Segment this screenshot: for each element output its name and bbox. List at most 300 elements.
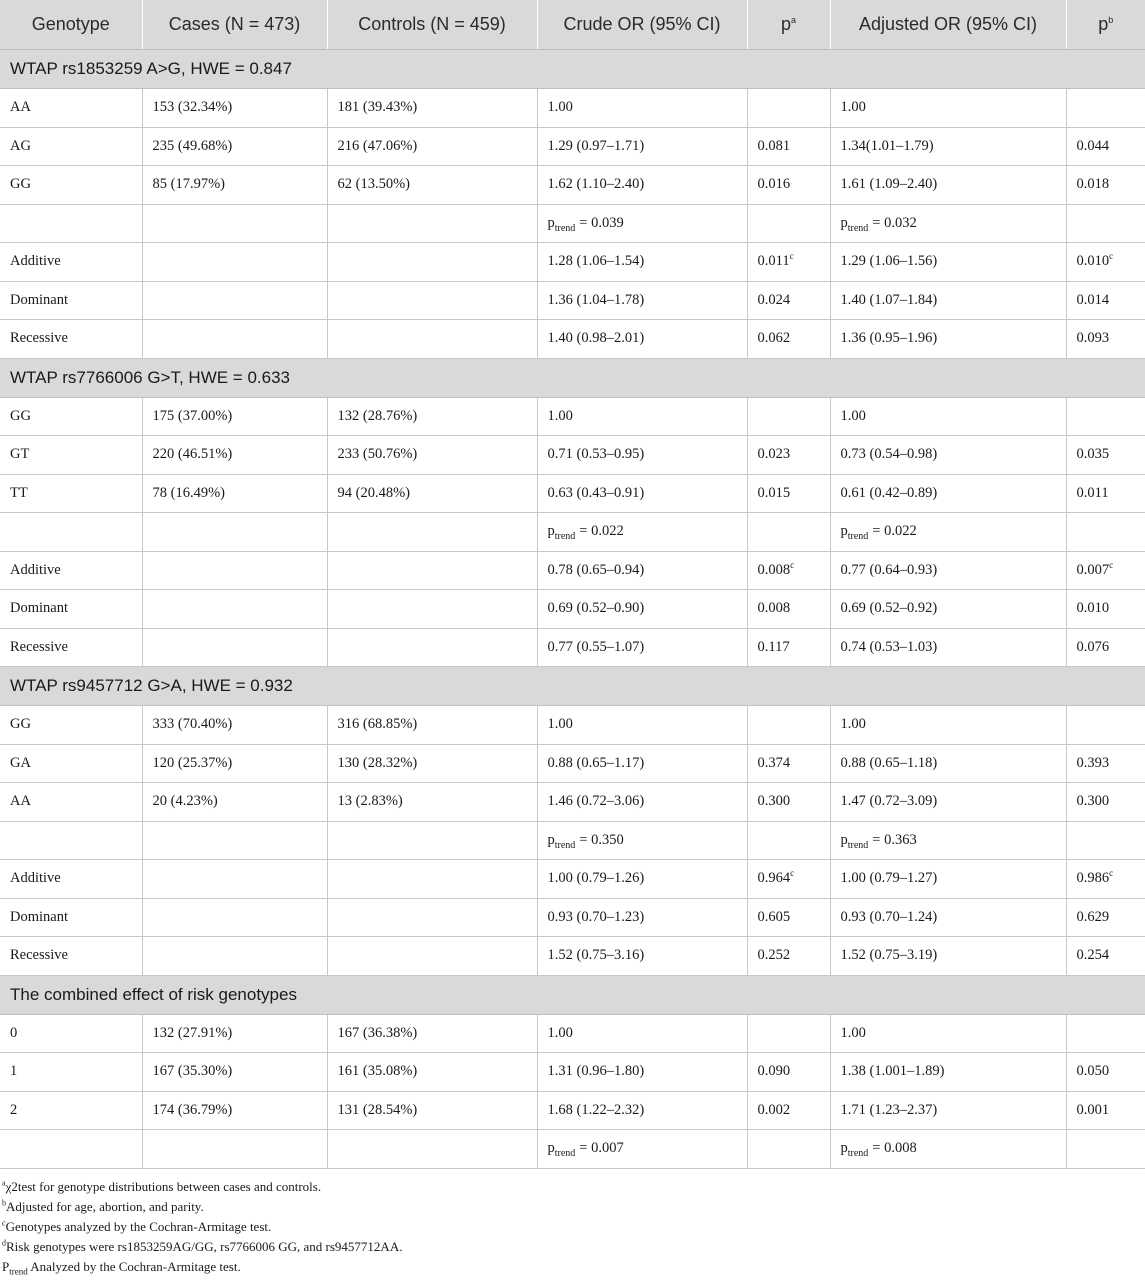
header-cases: Cases (N = 473) (142, 0, 327, 50)
table-body (0, 50, 1145, 1169)
header-crude-or: Crude OR (95% CI) (537, 0, 747, 50)
adjusted-or-cell: 1.61 (1.09–2.40) (830, 166, 1066, 205)
p-b-cell (1066, 243, 1145, 282)
table-row (0, 243, 1145, 282)
p-a-cell (747, 898, 830, 937)
header-p-b (1066, 0, 1145, 50)
p-a-cell (747, 551, 830, 590)
trend-p-label: p (840, 214, 848, 231)
adjusted-trend-cell (830, 821, 1066, 860)
footnote-text: Risk genotypes were rs1853259AG/GG, rs7766006 GG, and rs9457712AA. (6, 1238, 403, 1254)
trend-p-label: p (840, 523, 848, 540)
cases-cell (142, 628, 327, 667)
trend-sub-label: trend (554, 839, 576, 851)
trend-p-label: p (840, 831, 848, 848)
p-a-cell (747, 436, 830, 475)
trend-sub-label: trend (847, 222, 869, 234)
p-a-footnote: c (790, 559, 795, 570)
footnote-marker: c (2, 1218, 6, 1228)
trend-row (0, 821, 1145, 860)
trend-row (0, 204, 1145, 243)
trend-value: = 0.022 (579, 523, 624, 540)
p-b-cell (1066, 706, 1145, 745)
trend-sub-label: trend (847, 839, 869, 851)
footnotes (0, 1169, 1145, 1277)
adjusted-or-cell: 1.71 (1.23–2.37) (830, 1091, 1066, 1130)
cases-cell (142, 937, 327, 976)
controls-cell (327, 281, 537, 320)
trend-sub-label: trend (554, 1148, 576, 1160)
p-b-value: 0.011 (1076, 484, 1109, 501)
table-row (0, 628, 1145, 667)
controls-cell: 94 (20.48%) (327, 474, 537, 513)
p-b-cell (1066, 744, 1145, 783)
adjusted-or-cell: 1.00 (830, 1014, 1066, 1053)
trend-value: = 0.022 (872, 523, 917, 540)
p-b-cell (1066, 127, 1145, 166)
p-a-footnote: c (790, 868, 795, 879)
controls-cell (327, 1130, 537, 1169)
table-row (0, 474, 1145, 513)
adjusted-or-cell: 0.73 (0.54–0.98) (830, 436, 1066, 475)
table-row (0, 937, 1145, 976)
p-b-value: 0.018 (1076, 176, 1110, 193)
controls-cell (327, 898, 537, 937)
crude-or-cell: 1.36 (1.04–1.78) (537, 281, 747, 320)
p-a-cell (747, 166, 830, 205)
p-a-cell (747, 204, 830, 243)
crude-or-cell: 0.93 (0.70–1.23) (537, 898, 747, 937)
p-b-cell (1066, 551, 1145, 590)
genotype-cell: AA (0, 89, 142, 128)
cases-cell: 333 (70.40%) (142, 706, 327, 745)
genotype-cell: GG (0, 397, 142, 436)
footnote-marker: a (2, 1178, 6, 1188)
cases-cell (142, 204, 327, 243)
crude-trend-cell (537, 1130, 747, 1169)
controls-cell (327, 860, 537, 899)
trend-value: = 0.350 (579, 831, 624, 848)
adjusted-or-cell: 1.52 (0.75–3.19) (830, 937, 1066, 976)
p-a-footnote: c (789, 251, 794, 262)
adjusted-or-cell: 1.38 (1.001–1.89) (830, 1053, 1066, 1092)
table-row (0, 706, 1145, 745)
table-row (0, 1091, 1145, 1130)
cases-cell (142, 860, 327, 899)
genotype-cell: GG (0, 706, 142, 745)
cases-cell (142, 513, 327, 552)
cases-cell: 132 (27.91%) (142, 1014, 327, 1053)
controls-cell: 167 (36.38%) (327, 1014, 537, 1053)
p-b-footnote: c (1109, 868, 1114, 879)
p-a-value: 0.062 (757, 330, 791, 347)
cases-cell: 20 (4.23%) (142, 783, 327, 822)
footnote-text: Genotypes analyzed by the Cochran-Armitage test. (5, 1218, 272, 1234)
genotype-cell: Recessive (0, 937, 142, 976)
footnote-p: P (2, 1258, 10, 1274)
controls-cell (327, 628, 537, 667)
p-a-value: 0.015 (757, 484, 791, 501)
section-header-row (0, 667, 1145, 706)
p-a-value: 0.011 (757, 253, 790, 270)
p-b-cell (1066, 821, 1145, 860)
table-row (0, 551, 1145, 590)
p-b-value: 0.035 (1076, 446, 1110, 463)
p-a-value: 0.252 (757, 947, 791, 964)
p-a-value: 0.964 (757, 870, 791, 887)
table-row (0, 397, 1145, 436)
p-b-cell (1066, 937, 1145, 976)
table-row (0, 898, 1145, 937)
cases-cell: 220 (46.51%) (142, 436, 327, 475)
cases-cell: 153 (32.34%) (142, 89, 327, 128)
p-b-footnote: c (1109, 251, 1114, 262)
crude-or-cell: 1.00 (537, 89, 747, 128)
p-b-cell (1066, 166, 1145, 205)
p-a-value: 0.002 (757, 1101, 791, 1118)
genotype-cell: Dominant (0, 281, 142, 320)
p-a-value: 0.300 (757, 793, 791, 810)
p-b-value: 0.001 (1076, 1101, 1110, 1118)
section-title: The combined effect of risk genotypes (0, 975, 1145, 1014)
p-b-value: 0.254 (1076, 947, 1110, 964)
table-row (0, 320, 1145, 359)
p-a-cell (747, 937, 830, 976)
trend-value: = 0.008 (872, 1140, 917, 1157)
controls-cell (327, 513, 537, 552)
controls-cell: 161 (35.08%) (327, 1053, 537, 1092)
p-b-cell (1066, 320, 1145, 359)
footnote-marker: d (2, 1238, 6, 1248)
p-a-cell (747, 89, 830, 128)
crude-or-cell: 0.77 (0.55–1.07) (537, 628, 747, 667)
table-row (0, 744, 1145, 783)
genotype-cell (0, 1130, 142, 1169)
p-b-value: 0.986 (1076, 870, 1110, 887)
crude-or-cell: 0.78 (0.65–0.94) (537, 551, 747, 590)
crude-or-cell: 0.71 (0.53–0.95) (537, 436, 747, 475)
genotype-cell: TT (0, 474, 142, 513)
header-genotype: Genotype (0, 0, 142, 50)
p-b-value: 0.007 (1076, 561, 1110, 578)
p-b-footnote: c (1109, 559, 1114, 570)
cases-cell: 78 (16.49%) (142, 474, 327, 513)
section-header-row (0, 975, 1145, 1014)
cases-cell (142, 1130, 327, 1169)
trend-value: = 0.363 (872, 831, 917, 848)
adjusted-or-cell: 1.40 (1.07–1.84) (830, 281, 1066, 320)
header-row (0, 0, 1145, 50)
crude-or-cell: 1.29 (0.97–1.71) (537, 127, 747, 166)
p-a-cell (747, 127, 830, 166)
trend-value: = 0.007 (579, 1140, 624, 1157)
controls-cell (327, 204, 537, 243)
controls-cell: 181 (39.43%) (327, 89, 537, 128)
trend-p-label: p (547, 1140, 555, 1157)
crude-or-cell: 1.68 (1.22–2.32) (537, 1091, 747, 1130)
header-p-a (747, 0, 830, 50)
table-row (0, 783, 1145, 822)
header-controls: Controls (N = 459) (327, 0, 537, 50)
controls-cell: 216 (47.06%) (327, 127, 537, 166)
controls-cell (327, 821, 537, 860)
p-a-value: 0.117 (757, 638, 790, 655)
p-a-cell (747, 320, 830, 359)
cases-cell: 174 (36.79%) (142, 1091, 327, 1130)
cases-cell (142, 551, 327, 590)
p-b-cell (1066, 1053, 1145, 1092)
p-a-value: 0.016 (757, 176, 791, 193)
p-b-cell (1066, 1014, 1145, 1053)
header-p-b-sup: b (1108, 15, 1114, 25)
p-a-value: 0.374 (757, 754, 791, 771)
p-a-cell (747, 590, 830, 629)
p-a-cell (747, 1091, 830, 1130)
p-a-value: 0.024 (757, 291, 791, 308)
crude-or-cell: 1.52 (0.75–3.16) (537, 937, 747, 976)
p-b-cell (1066, 1091, 1145, 1130)
p-b-cell (1066, 204, 1145, 243)
genotype-cell: Dominant (0, 898, 142, 937)
p-b-value: 0.010 (1076, 600, 1110, 617)
header-p-a-label: p (780, 14, 791, 34)
section-header-row (0, 50, 1145, 89)
cases-cell: 235 (49.68%) (142, 127, 327, 166)
genotype-cell: GG (0, 166, 142, 205)
p-a-value: 0.008 (757, 561, 791, 578)
controls-cell: 62 (13.50%) (327, 166, 537, 205)
p-a-cell (747, 243, 830, 282)
header-adjusted-or: Adjusted OR (95% CI) (830, 0, 1066, 50)
table-row (0, 436, 1145, 475)
crude-or-cell: 0.69 (0.52–0.90) (537, 590, 747, 629)
p-b-value: 0.050 (1076, 1063, 1110, 1080)
cases-cell: 85 (17.97%) (142, 166, 327, 205)
controls-cell: 132 (28.76%) (327, 397, 537, 436)
trend-value: = 0.039 (579, 214, 624, 231)
p-b-cell (1066, 628, 1145, 667)
p-b-cell (1066, 1130, 1145, 1169)
p-b-cell (1066, 89, 1145, 128)
crude-or-cell: 1.00 (537, 397, 747, 436)
p-a-cell (747, 860, 830, 899)
table-row (0, 281, 1145, 320)
footnote (2, 1197, 1145, 1217)
trend-sub-label: trend (554, 531, 576, 543)
trend-sub-label: trend (847, 1148, 869, 1160)
controls-cell (327, 551, 537, 590)
genotype-cell: Additive (0, 860, 142, 899)
adjusted-or-cell: 0.69 (0.52–0.92) (830, 590, 1066, 629)
p-b-value: 0.044 (1076, 137, 1110, 154)
table-row (0, 89, 1145, 128)
header-p-b-label: p (1098, 14, 1109, 34)
table-row (0, 127, 1145, 166)
crude-or-cell: 1.40 (0.98–2.01) (537, 320, 747, 359)
table-row (0, 166, 1145, 205)
p-b-value: 0.014 (1076, 291, 1110, 308)
controls-cell (327, 937, 537, 976)
controls-cell (327, 320, 537, 359)
adjusted-or-cell: 1.47 (0.72–3.09) (830, 783, 1066, 822)
p-a-value: 0.008 (757, 600, 791, 617)
table-row (0, 1053, 1145, 1092)
trend-p-label: p (547, 831, 555, 848)
p-b-cell (1066, 783, 1145, 822)
table-row (0, 1014, 1145, 1053)
p-a-cell (747, 1014, 830, 1053)
section-title: WTAP rs1853259 A>G, HWE = 0.847 (0, 50, 1145, 89)
controls-cell (327, 243, 537, 282)
p-b-value: 0.393 (1076, 754, 1110, 771)
p-b-cell (1066, 474, 1145, 513)
p-a-cell (747, 821, 830, 860)
adjusted-or-cell: 1.00 (0.79–1.27) (830, 860, 1066, 899)
p-b-cell (1066, 397, 1145, 436)
p-a-cell (747, 628, 830, 667)
crude-or-cell: 1.62 (1.10–2.40) (537, 166, 747, 205)
table-row (0, 590, 1145, 629)
p-a-cell (747, 1130, 830, 1169)
adjusted-or-cell: 0.74 (0.53–1.03) (830, 628, 1066, 667)
footnote-text: Adjusted for age, abortion, and parity. (6, 1198, 204, 1214)
footnote-text: Analyzed by the Cochran-Armitage test. (27, 1258, 241, 1274)
p-b-cell (1066, 898, 1145, 937)
p-a-cell (747, 706, 830, 745)
cases-cell (142, 243, 327, 282)
crude-or-cell: 0.63 (0.43–0.91) (537, 474, 747, 513)
genotype-cell: Additive (0, 551, 142, 590)
section-header-row (0, 358, 1145, 397)
crude-or-cell: 1.00 (537, 706, 747, 745)
genotype-cell (0, 513, 142, 552)
footnote (2, 1237, 1145, 1257)
cases-cell (142, 281, 327, 320)
p-a-value: 0.081 (757, 137, 791, 154)
p-a-cell (747, 513, 830, 552)
header-p-a-sup: a (791, 15, 797, 25)
genotype-cell: GA (0, 744, 142, 783)
p-a-cell (747, 397, 830, 436)
p-a-cell (747, 1053, 830, 1092)
p-a-value: 0.605 (757, 908, 791, 925)
adjusted-or-cell: 0.77 (0.64–0.93) (830, 551, 1066, 590)
adjusted-or-cell: 0.61 (0.42–0.89) (830, 474, 1066, 513)
p-a-cell (747, 474, 830, 513)
crude-trend-cell (537, 204, 747, 243)
genotype-cell: 2 (0, 1091, 142, 1130)
p-b-cell (1066, 860, 1145, 899)
adjusted-or-cell: 0.88 (0.65–1.18) (830, 744, 1066, 783)
genotype-cell: Recessive (0, 628, 142, 667)
trend-row (0, 513, 1145, 552)
trend-p-label: p (547, 214, 555, 231)
genotype-cell: Additive (0, 243, 142, 282)
cases-cell: 167 (35.30%) (142, 1053, 327, 1092)
crude-or-cell: 1.31 (0.96–1.80) (537, 1053, 747, 1092)
genotype-cell (0, 204, 142, 243)
trend-sub-label: trend (847, 531, 869, 543)
footnote-sub: trend (9, 1266, 28, 1277)
adjusted-or-cell: 1.34(1.01–1.79) (830, 127, 1066, 166)
adjusted-trend-cell (830, 1130, 1066, 1169)
p-b-cell (1066, 513, 1145, 552)
crude-trend-cell (537, 821, 747, 860)
trend-p-label: p (840, 1140, 848, 1157)
table-row (0, 860, 1145, 899)
adjusted-or-cell: 0.93 (0.70–1.24) (830, 898, 1066, 937)
genotype-cell: AG (0, 127, 142, 166)
trend-row (0, 1130, 1145, 1169)
section-title: WTAP rs7766006 G>T, HWE = 0.633 (0, 358, 1145, 397)
controls-cell: 233 (50.76%) (327, 436, 537, 475)
cases-cell (142, 320, 327, 359)
p-a-value: 0.090 (757, 1063, 791, 1080)
controls-cell (327, 590, 537, 629)
footnote-text: χ2test for genotype distributions between cases and controls. (5, 1178, 322, 1194)
footnote (2, 1217, 1145, 1237)
crude-or-cell: 1.28 (1.06–1.54) (537, 243, 747, 282)
trend-p-label: p (547, 523, 555, 540)
trend-value: = 0.032 (872, 214, 917, 231)
adjusted-or-cell: 1.29 (1.06–1.56) (830, 243, 1066, 282)
cases-cell: 175 (37.00%) (142, 397, 327, 436)
adjusted-trend-cell (830, 513, 1066, 552)
controls-cell: 130 (28.32%) (327, 744, 537, 783)
genotype-cell: 1 (0, 1053, 142, 1092)
crude-or-cell: 1.00 (0.79–1.26) (537, 860, 747, 899)
crude-trend-cell (537, 513, 747, 552)
genotype-cell: GT (0, 436, 142, 475)
adjusted-trend-cell (830, 204, 1066, 243)
adjusted-or-cell: 1.00 (830, 89, 1066, 128)
adjusted-or-cell: 1.36 (0.95–1.96) (830, 320, 1066, 359)
controls-cell: 13 (2.83%) (327, 783, 537, 822)
p-a-value: 0.023 (757, 446, 791, 463)
section-title: WTAP rs9457712 G>A, HWE = 0.932 (0, 667, 1145, 706)
genotype-cell: Recessive (0, 320, 142, 359)
crude-or-cell: 1.00 (537, 1014, 747, 1053)
crude-or-cell: 1.46 (0.72–3.06) (537, 783, 747, 822)
p-a-cell (747, 783, 830, 822)
cases-cell: 120 (25.37%) (142, 744, 327, 783)
footnote (2, 1257, 1145, 1277)
p-b-cell (1066, 281, 1145, 320)
p-a-cell (747, 281, 830, 320)
p-b-value: 0.093 (1076, 330, 1110, 347)
p-b-value: 0.010 (1076, 253, 1110, 270)
genotype-cell: Dominant (0, 590, 142, 629)
adjusted-or-cell: 1.00 (830, 706, 1066, 745)
p-b-value: 0.300 (1076, 793, 1110, 810)
genotype-cell: 0 (0, 1014, 142, 1053)
p-b-value: 0.629 (1076, 908, 1110, 925)
p-b-value: 0.076 (1076, 638, 1110, 655)
cases-cell (142, 590, 327, 629)
controls-cell: 131 (28.54%) (327, 1091, 537, 1130)
genotype-cell (0, 821, 142, 860)
crude-or-cell: 0.88 (0.65–1.17) (537, 744, 747, 783)
genotype-cell: AA (0, 783, 142, 822)
cases-cell (142, 821, 327, 860)
adjusted-or-cell: 1.00 (830, 397, 1066, 436)
trend-sub-label: trend (554, 222, 576, 234)
p-b-cell (1066, 436, 1145, 475)
footnote-marker: b (2, 1198, 6, 1208)
footnote (2, 1177, 1145, 1197)
controls-cell: 316 (68.85%) (327, 706, 537, 745)
p-b-cell (1066, 590, 1145, 629)
